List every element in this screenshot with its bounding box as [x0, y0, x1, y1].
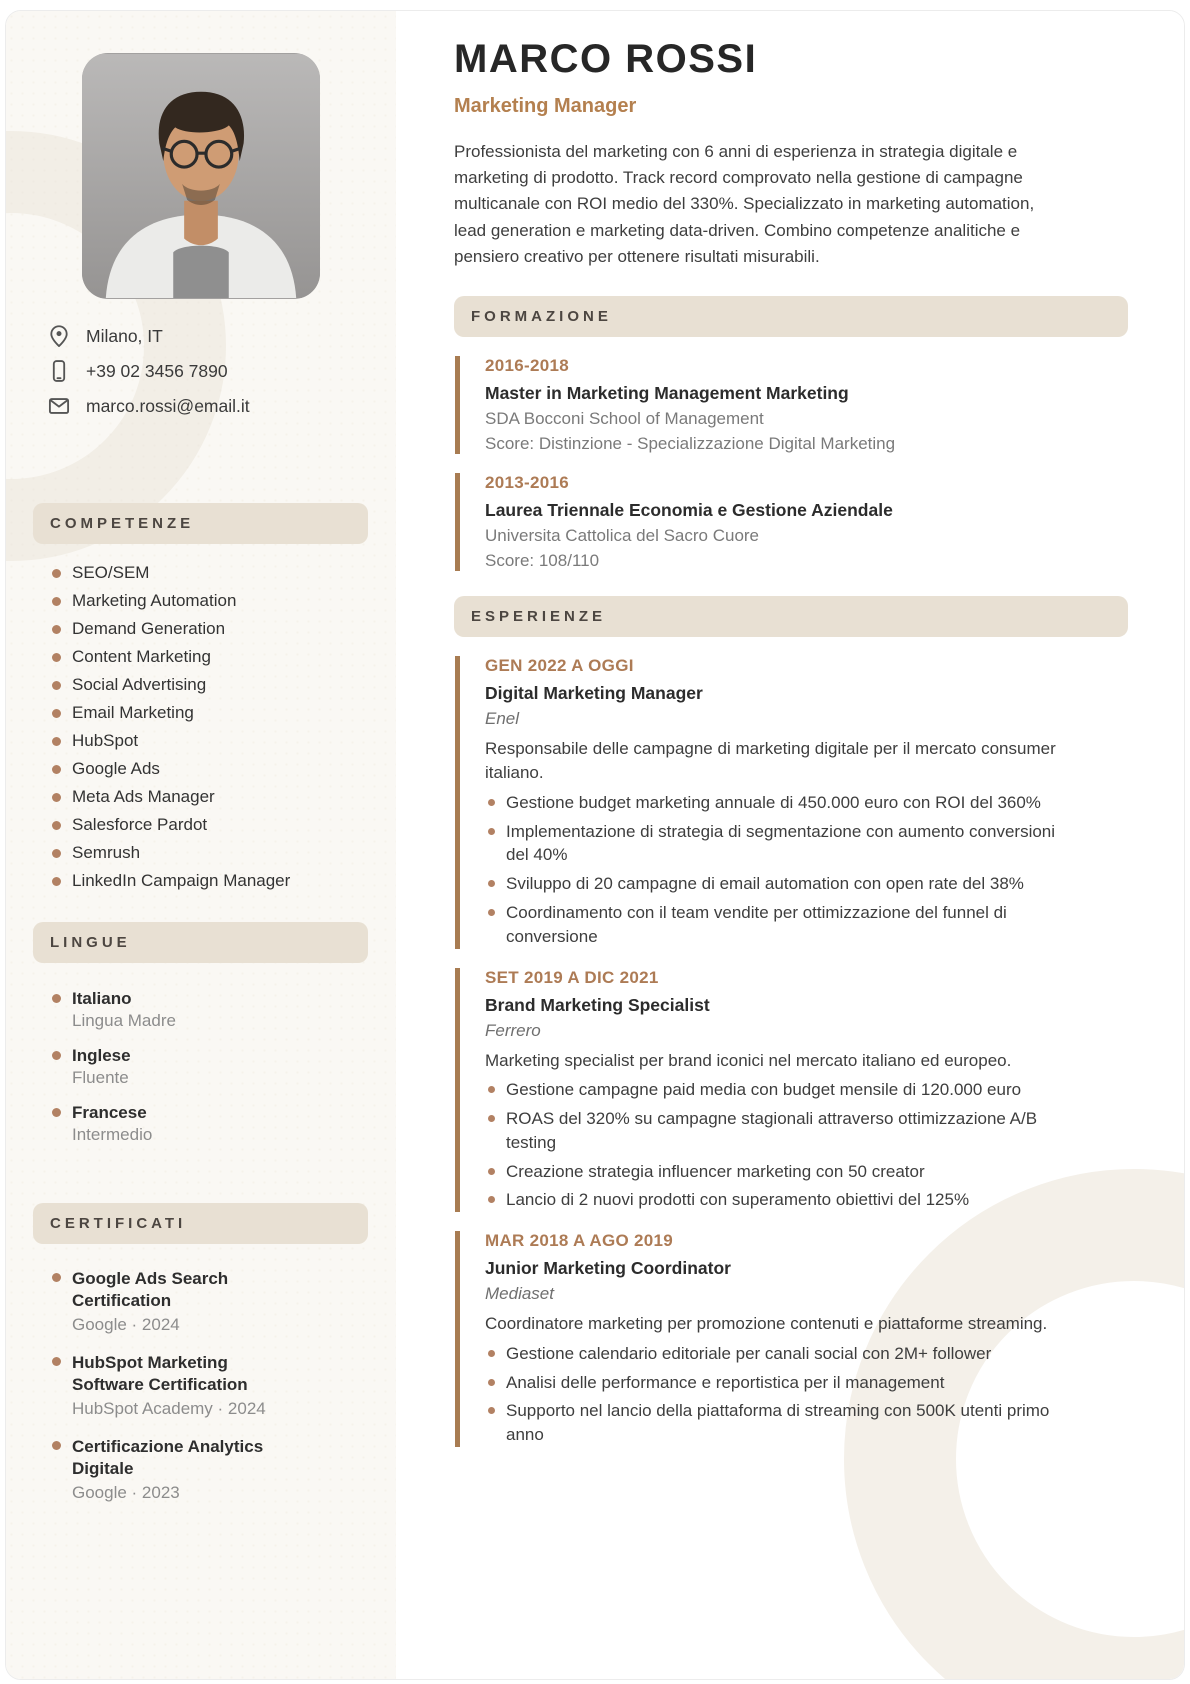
experience-bullet: Gestione calendario editoriale per canali social con 2M+ follower — [485, 1342, 1063, 1366]
experience-company: Ferrero — [485, 1020, 541, 1040]
mail-icon — [46, 393, 72, 419]
experience-bullets — [485, 1078, 1063, 1212]
certificate-item — [52, 1268, 297, 1335]
education-degree: Master in Marketing Management Marketing — [485, 382, 849, 403]
contact-block — [46, 323, 396, 419]
experience-entry — [455, 968, 1128, 1213]
certificate-item — [52, 1352, 297, 1419]
language-level: Fluente — [72, 1068, 129, 1087]
education-period: 2016-2018 — [485, 355, 569, 375]
certificate-name: Google Ads Search Certification — [72, 1269, 229, 1310]
section-title-certificati: CERTIFICATI — [33, 1203, 368, 1244]
education-entry — [455, 356, 1128, 454]
language-name: Inglese — [72, 1046, 131, 1065]
skill-item: Email Marketing — [52, 704, 396, 722]
experience-bullet: Supporto nel lancio della piattaforma di streaming con 500K utenti primo anno — [485, 1399, 1063, 1447]
experience-entry — [455, 1231, 1128, 1447]
experience-role: Brand Marketing Specialist — [485, 994, 710, 1015]
skill-item: Marketing Automation — [52, 592, 396, 610]
skill-item: Social Advertising — [52, 676, 396, 694]
skill-item: SEO/SEM — [52, 564, 396, 582]
experience-bullet: Analisi delle performance e reportistica per il management — [485, 1371, 1063, 1395]
skill-item: Salesforce Pardot — [52, 816, 396, 834]
certificate-name: HubSpot Marketing Software Certification — [72, 1353, 248, 1394]
experience-period: SET 2019 A DIC 2021 — [485, 967, 659, 987]
experience-bullet: Lancio di 2 nuovi prodotti con superamento obiettivi del 125% — [485, 1188, 1063, 1212]
experience-bullet: Gestione campagne paid media con budget mensile di 120.000 euro — [485, 1078, 1063, 1102]
contact-location — [46, 323, 396, 349]
skill-item: Google Ads — [52, 760, 396, 778]
experience-company: Enel — [485, 708, 520, 728]
education-score: Score: 108/110 — [485, 550, 600, 570]
experience-period: GEN 2022 A OGGI — [485, 655, 634, 675]
language-name: Italiano — [72, 989, 132, 1008]
profile-photo — [82, 53, 320, 299]
skill-item: Content Marketing — [52, 648, 396, 666]
contact-email-text: marco.rossi@email.it — [86, 395, 250, 416]
experience-role: Junior Marketing Coordinator — [485, 1258, 731, 1279]
certificate-meta: Google · 2023 — [72, 1483, 180, 1502]
skill-item: Demand Generation — [52, 620, 396, 638]
section-title-esperienze: ESPERIENZE — [454, 596, 1128, 637]
experience-description: Marketing specialist per brand iconici nel mercato italiano ed europeo. — [485, 1050, 1012, 1070]
section-title-formazione: FORMAZIONE — [454, 296, 1128, 337]
certificate-meta: HubSpot Academy · 2024 — [72, 1399, 266, 1418]
skills-list — [52, 564, 396, 890]
experience-bullet: Creazione strategia influencer marketing con 50 creator — [485, 1160, 1063, 1184]
experience-entry — [455, 656, 1128, 949]
page-title: MARCO ROSSI — [454, 37, 758, 81]
education-score: Score: Distinzione - Specializzazione Digital Marketing — [485, 433, 896, 453]
experience-bullets — [485, 1342, 1063, 1447]
language-item — [52, 1103, 396, 1145]
person-portrait-illustration — [82, 53, 320, 299]
main-content — [396, 11, 1184, 1679]
certificate-meta: Google · 2024 — [72, 1315, 180, 1334]
skill-item: LinkedIn Campaign Manager — [52, 872, 396, 890]
education-degree: Laurea Triennale Economia e Gestione Aziendale — [485, 499, 893, 520]
education-period: 2013-2016 — [485, 472, 569, 492]
language-name: Francese — [72, 1103, 147, 1122]
experience-period: MAR 2018 A AGO 2019 — [485, 1231, 674, 1251]
experience-bullets — [485, 791, 1063, 949]
language-item — [52, 1046, 396, 1088]
experience-company: Mediaset — [485, 1284, 554, 1304]
professional-title: Marketing Manager — [454, 94, 637, 117]
education-school: Universita Cattolica del Sacro Cuore — [485, 525, 760, 545]
location-pin-icon — [46, 323, 72, 349]
section-title-lingue: LINGUE — [33, 922, 368, 963]
certificates-list — [52, 1268, 396, 1503]
contact-phone — [46, 358, 396, 384]
language-level: Intermedio — [72, 1125, 153, 1144]
experience-role: Digital Marketing Manager — [485, 682, 703, 703]
contact-phone-text: +39 02 3456 7890 — [86, 360, 228, 381]
resume-card — [5, 10, 1185, 1680]
experience-description: Coordinatore marketing per promozione contenuti e piattaforme streaming. — [485, 1314, 1048, 1334]
contact-location-text: Milano, IT — [86, 325, 163, 346]
phone-icon — [46, 358, 72, 384]
certificate-name: Certificazione Analytics Digitale — [72, 1437, 264, 1478]
skill-item: Meta Ads Manager — [52, 788, 396, 806]
skill-item: Semrush — [52, 844, 396, 862]
sidebar — [6, 11, 396, 1679]
experience-bullet: Sviluppo di 20 campagne di email automation con open rate del 38% — [485, 872, 1063, 896]
contact-email — [46, 393, 396, 419]
language-item — [52, 989, 396, 1031]
languages-list — [52, 989, 396, 1145]
skill-item: HubSpot — [52, 732, 396, 750]
experience-bullet: Implementazione di strategia di segmentazione con aumento conversioni del 40% — [485, 820, 1063, 868]
experience-bullet: Coordinamento con il team vendite per ottimizzazione del funnel di conversione — [485, 901, 1063, 949]
education-entry — [455, 473, 1128, 571]
education-school: SDA Bocconi School of Management — [485, 408, 764, 428]
experience-description: Responsabile delle campagne di marketing digitale per il mercato consumer italiano. — [485, 738, 1056, 783]
experience-bullet: Gestione budget marketing annuale di 450.000 euro con ROI del 360% — [485, 791, 1063, 815]
section-title-competenze: COMPETENZE — [33, 503, 368, 544]
certificate-item — [52, 1436, 297, 1503]
profile-summary: Professionista del marketing con 6 anni di esperienza in strategia digitale e marketing di prodotto. Track record comprovato nella gestione di campagne multicanale con ROI medio del 330%. Specializzato in marketing automation, lead generation e marketing data-driven. Combino competenze analitiche e pensiero creativo per ottenere risultati misurabili. — [454, 141, 1035, 267]
experience-bullet: ROAS del 320% su campagne stagionali attraverso ottimizzazione A/B testing — [485, 1107, 1063, 1155]
language-level: Lingua Madre — [72, 1011, 176, 1030]
